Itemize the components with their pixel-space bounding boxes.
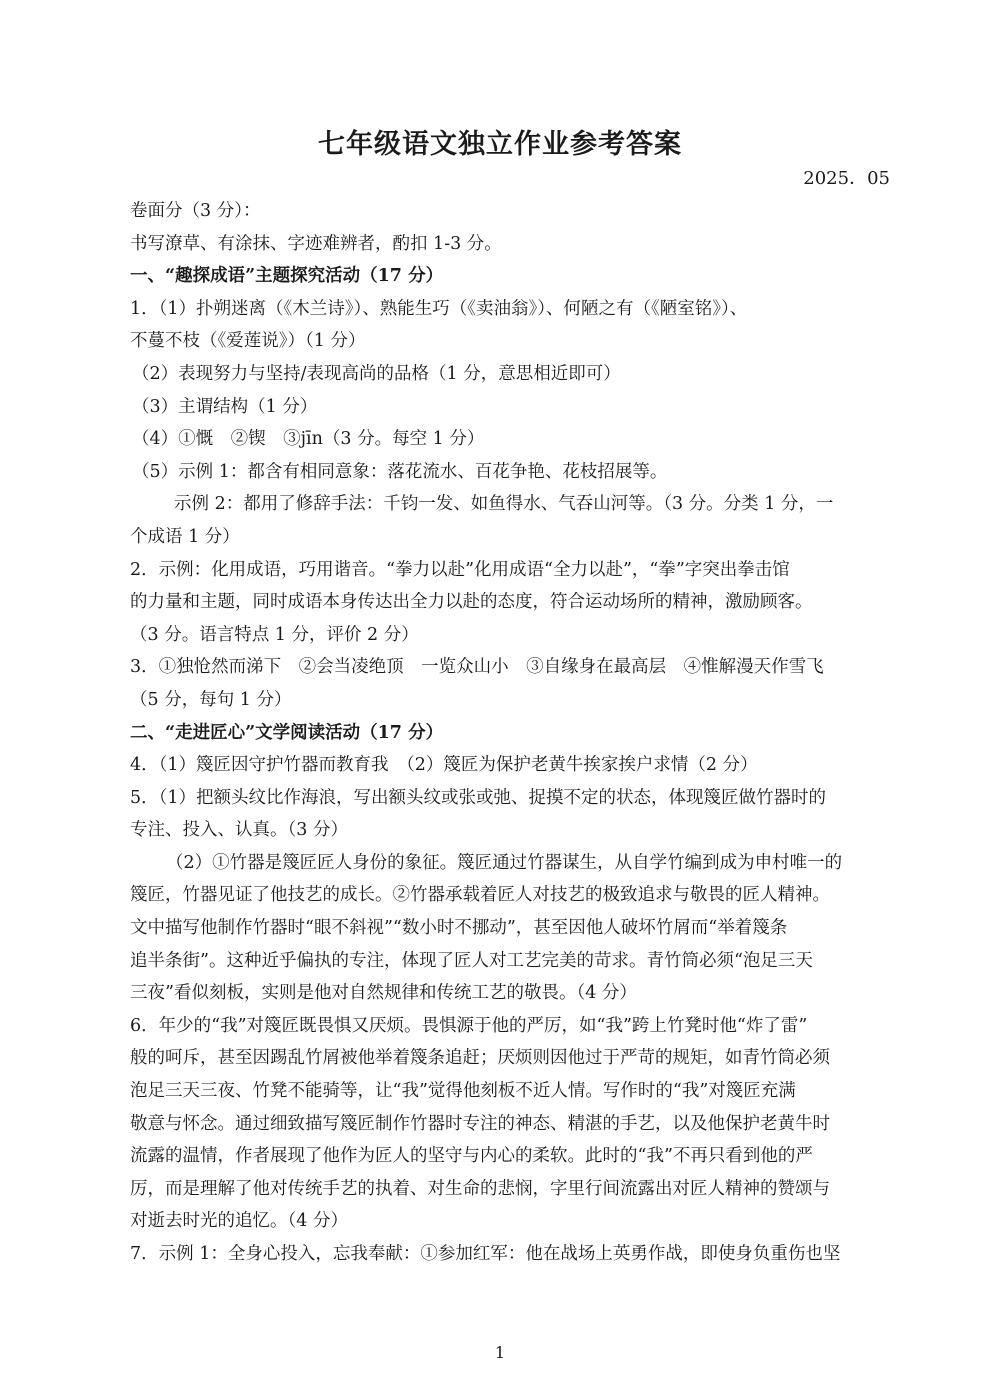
text-line: （2）表现努力与坚持/表现高尚的品格（1 分，意思相近即可）	[132, 363, 621, 384]
text-line: 的力量和主题，同时成语本身传达出全力以赴的态度，符合运动场所的精神，激励顾客。	[130, 592, 813, 613]
text-line: 敬意与怀念。通过细致描写篾匠制作竹器时专注的神态、精湛的手艺，以及他保护老黄牛时	[130, 1113, 830, 1134]
text-line: 泡足三天三夜、竹凳不能骑等，让“我”觉得他刻板不近人情。写作时的“我”对篾匠充满	[130, 1081, 796, 1102]
text-line: （4）①慨 ②锲 ③jīn（3 分。每空 1 分）	[132, 429, 485, 450]
text-line: 个成语 1 分）	[130, 526, 240, 547]
text-line: 6．年少的“我”对篾匠既畏惧又厌烦。畏惧源于他的严厉，如“我”跨上竹凳时他“炸了雷”	[130, 1015, 808, 1036]
text-line: 1．（1）扑朔迷离（《木兰诗》）、熟能生巧（《卖油翁》）、何陋之有（《陋室铭》）、	[130, 298, 748, 319]
page-number: 1	[494, 1343, 506, 1362]
text-line: 7．示例 1：全身心投入，忘我奉献：①参加红军：他在战场上英勇作战，即使身负重伤也坚	[130, 1244, 841, 1264]
text-line: 厉，而是理解了他对传统手艺的执着、对生命的悲悯，字里行间流露出对匠人精神的赞颂与	[130, 1178, 830, 1199]
section-heading: 二、“走进匠心”文学阅读活动（17 分）	[130, 722, 444, 743]
text-line: 三夜”看似刻板，实则是他对自然规律和传统工艺的敬畏。（4 分）	[130, 983, 637, 1004]
text-line: 般的呵斥，甚至因踢乱竹屑被他举着篾条追赶；厌烦则因他过于严苛的规矩，如青竹筒必须	[130, 1048, 830, 1069]
section-heading: 一、“趣探成语”主题探究活动（17 分）	[130, 266, 444, 287]
text-line: 5．（1）把额头纹比作海浪，写出额头纹或张或弛、捉摸不定的状态，体现篾匠做竹器时的	[130, 787, 827, 808]
text-line: 追半条街”。这种近乎偏执的专注，体现了匠人对工艺完美的苛求。青竹筒必须“泡足三天	[130, 950, 813, 971]
text-line: （2）①竹器是篾匠匠人身份的象征。篾匠通过竹器谋生，从自学竹编到成为申村唯一的	[166, 852, 843, 873]
text-line: （5 分，每句 1 分）	[130, 689, 292, 710]
text-line: （5）示例 1：都含有相同意象：落花流水、百花争艳、花枝招展等。	[132, 461, 668, 482]
document-title: 七年级语文独立作业参考答案	[318, 129, 682, 160]
text-line: （3）主谓结构（1 分）	[132, 396, 318, 417]
text-line: 对逝去时光的追忆。（4 分）	[130, 1211, 348, 1232]
text-line: 专注、投入、认真。（3 分）	[130, 820, 348, 841]
text-line: 卷面分（3 分）：	[130, 201, 261, 221]
document-date: 2025．05	[803, 168, 890, 189]
text-line: 篾匠，竹器见证了他技艺的成长。②竹器承载着匠人对技艺的极致追求与敬畏的匠人精神。	[130, 885, 830, 906]
text-line: 不蔓不枝（《爱莲说》）（1 分）	[130, 331, 366, 352]
text-line: 书写潦草、有涂抹、字迹难辨者，酌扣 1-3 分。	[130, 233, 502, 254]
answer-body	[130, 195, 898, 1271]
text-line: 2．示例：化用成语，巧用谐音。“拳力以赴”化用成语“全力以赴”，“拳”字突出拳击馆	[130, 559, 790, 580]
text-line: 流露的温情，作者展现了他作为匠人的坚守与内心的柔软。此时的“我”不再只看到他的严	[130, 1146, 813, 1167]
text-line: （3 分。语言特点 1 分，评价 2 分）	[130, 624, 419, 645]
text-line: 3．①独怆然而涕下 ②会当凌绝顶 一览众山小 ③自缘身在最高层 ④惟解漫天作雪飞	[130, 657, 824, 678]
text-line: 文中描写他制作竹器时“眼不斜视”“数小时不挪动”，甚至因他人破坏竹屑而“举着篾条	[130, 918, 788, 939]
text-line: 4．（1）篾匠因守护竹器而教育我 （2）篾匠为保护老黄牛挨家挨户求情（2 分）	[130, 755, 758, 776]
text-line: 示例 2：都用了修辞手法：千钧一发、如鱼得水、气吞山河等。（3 分。分类 1 分，一	[174, 494, 834, 515]
